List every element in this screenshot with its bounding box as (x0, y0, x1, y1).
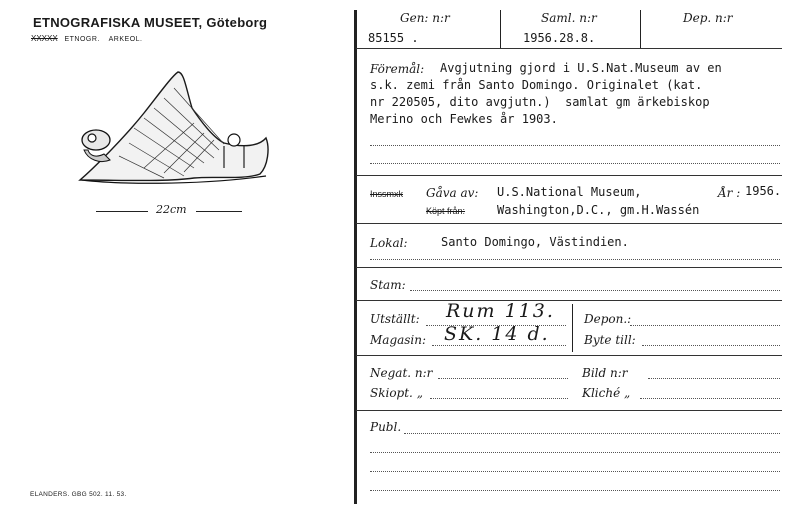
skiopt-dots (430, 398, 568, 399)
publ-dots-2 (370, 452, 780, 453)
foremal-line-2: s.k. zemi från Santo Domingo. Originalet (kat. (370, 78, 703, 92)
byte-dots (642, 345, 780, 346)
stam-dots (410, 290, 780, 291)
header-divider-1 (500, 10, 501, 48)
lokal-label: Lokal: (370, 236, 408, 250)
negat-dots (438, 378, 568, 379)
magasin-dots (432, 345, 566, 346)
bild-label: Bild n:r (582, 366, 628, 380)
publ-dots-1 (404, 433, 780, 434)
kliche-dots (640, 398, 780, 399)
saml-value: 1956.28.8. (523, 31, 596, 45)
publ-dots-4 (370, 490, 780, 491)
gava-struck: Inssmxk (370, 189, 404, 199)
depon-label: Depon.: (584, 312, 632, 326)
dep-label: Dep. n:r (683, 11, 733, 25)
department: ARKEOL. (108, 36, 143, 43)
foremal-line-1: Avgjutning gjord i U.S.Nat.Museum av en (440, 61, 722, 75)
stam-bottom-line (356, 300, 782, 301)
foremal-dots-1 (370, 145, 780, 146)
kop-value: Washington,D.C., gm.H.Wassén (497, 203, 700, 217)
utstallt-value: Rum 113. (446, 300, 555, 322)
storage-divider (572, 304, 573, 352)
printer-note: ELANDERS. GBG 502. 11. 53. (30, 491, 127, 498)
negat-label: Negat. n:r (370, 366, 433, 380)
scale-bar-left (96, 211, 148, 212)
header-divider-2 (640, 10, 641, 48)
gava-value: U.S.National Museum, (497, 185, 642, 199)
department-line (31, 33, 143, 44)
gava-bottom-line (356, 223, 782, 224)
kliche-label: Kliché „ (582, 386, 631, 400)
utstallt-label: Utställt: (370, 312, 420, 326)
publ-label: Publ. (370, 420, 402, 434)
museum-title: ETNOGRAFISKA MUSEET, Göteborg (33, 15, 268, 30)
ar-value: 1956. (745, 184, 782, 198)
lokal-value: Santo Domingo, Västindien. (441, 235, 629, 249)
gen-value: 85155 . (368, 31, 419, 45)
ar-label: År : (718, 186, 741, 200)
storage-bottom-line (356, 355, 782, 356)
foremal-dots-2 (370, 163, 780, 164)
photo-bottom-line (356, 410, 782, 411)
foremal-bottom-line (356, 175, 782, 176)
stam-label: Stam: (370, 278, 406, 292)
foremal-line-4: Merino och Fewkes år 1903. (370, 112, 558, 126)
lokal-dots (370, 259, 780, 260)
bild-dots (648, 378, 780, 379)
header-bottom-line (356, 48, 782, 49)
lokal-bottom-line (356, 267, 782, 268)
depon-dots (630, 325, 780, 326)
gava-label: Gåva av: (426, 186, 479, 200)
department-old: ETNOGR. (64, 36, 100, 43)
card-left-border (354, 10, 357, 504)
zemi-sketch (74, 68, 274, 190)
scale-label: 22cm (156, 203, 187, 216)
skiopt-label: Skiopt. „ (370, 386, 423, 400)
magasin-label: Magasin: (370, 333, 427, 347)
gen-label: Gen: n:r (400, 11, 450, 25)
saml-label: Saml. n:r (541, 11, 597, 25)
foremal-label: Föremål: (370, 62, 425, 76)
magasin-value: SK. 14 d. (444, 323, 550, 345)
foremal-line-3: nr 220505, dito avgjutn.) samlat gm ärkebiskop (370, 95, 710, 109)
publ-dots-3 (370, 471, 780, 472)
kop-struck: Köpt från: (426, 206, 466, 216)
department-struck: XXXXX (31, 34, 58, 43)
scale-bar-right (196, 211, 242, 212)
byte-label: Byte till: (584, 333, 636, 347)
